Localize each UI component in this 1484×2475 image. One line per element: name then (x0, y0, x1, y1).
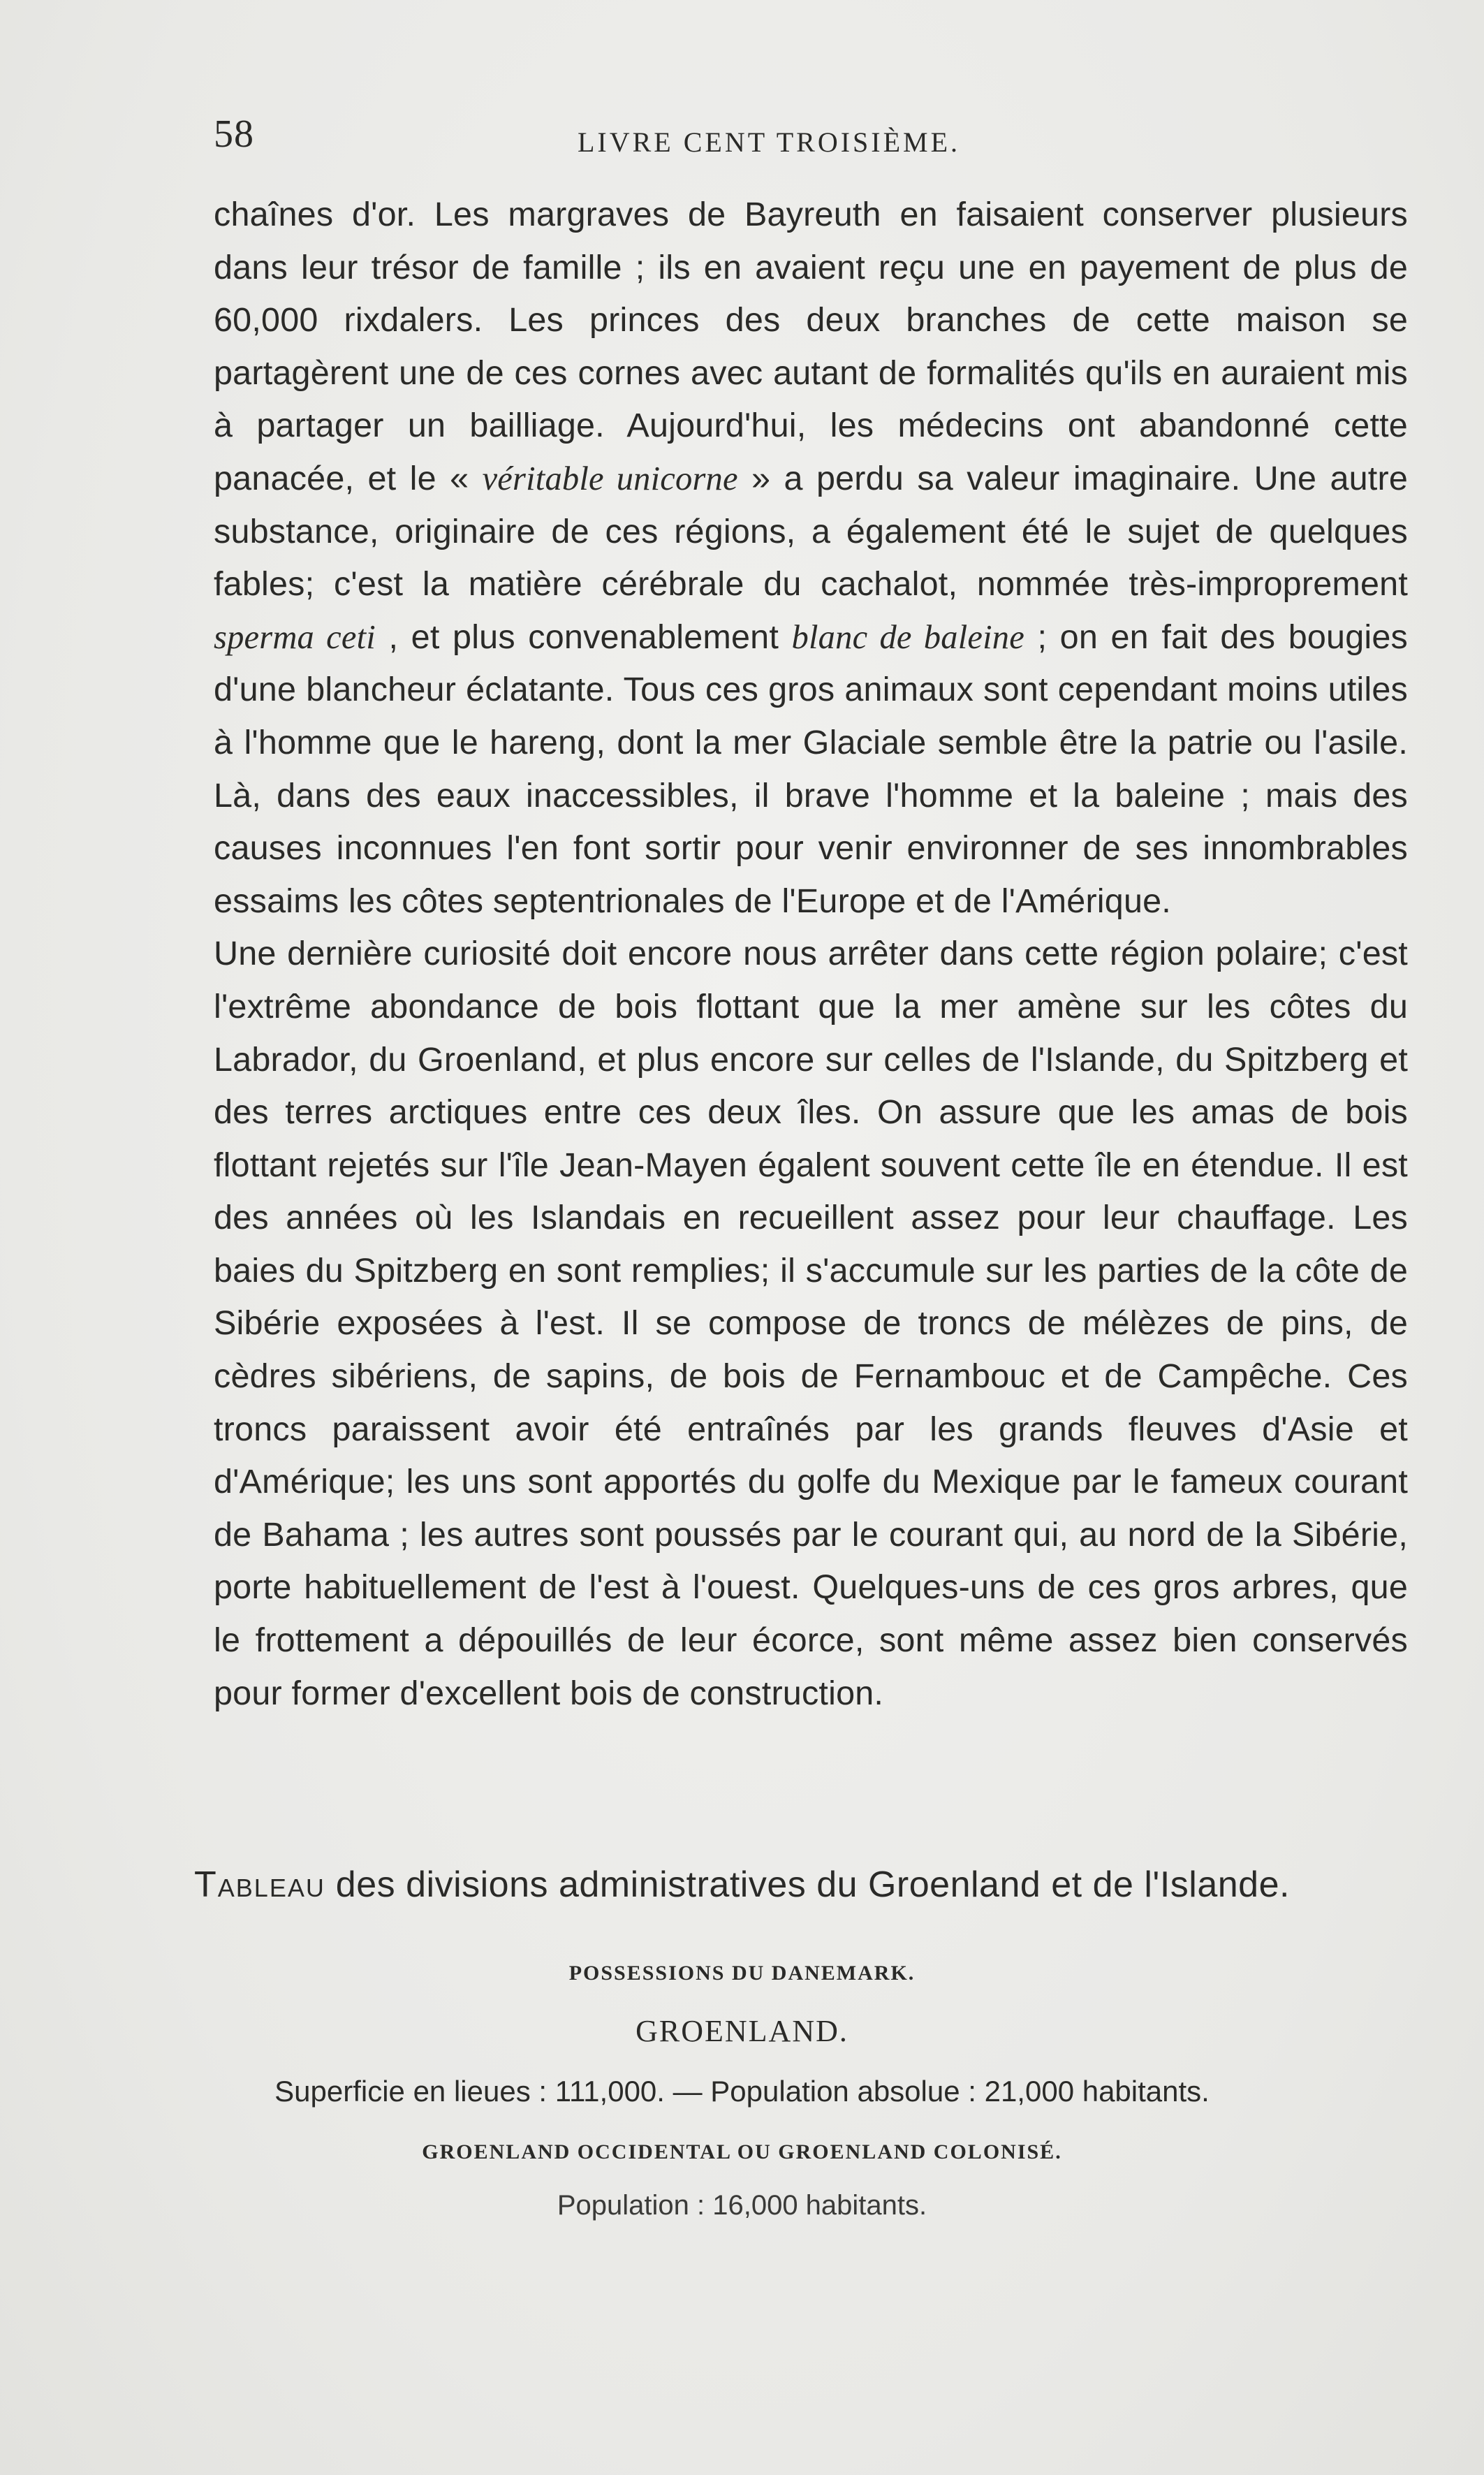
page-number: 58 (214, 112, 254, 156)
table-title-lead: Tableau (194, 1864, 325, 1905)
body-text (214, 189, 1408, 1720)
page-header (214, 112, 1324, 161)
table-title (0, 1864, 1484, 1906)
italic-term: sperma ceti (214, 618, 376, 656)
italic-term: véritable unicorne (482, 460, 738, 497)
paragraph-1 (214, 189, 1408, 928)
italic-term: blanc de baleine (791, 618, 1024, 656)
text-segment: Une dernière curiosité doit encore nous arrêter dans cette région polaire; c'est l'extrême abondance de bois flottant que la mer amène sur les côtes du Labrador, du Groenland, et plus encore sur celles de l'Islande, du Spitzberg et des terres arctiques entre ces deux îles. On assure que les amas de bois flottant rejetés sur l'île Jean-Mayen égalent souvent cette île en étendue. Il est des années où les Islandais en recueillent assez pour leur chauffage. Les baies du Spitzberg en sont remplies; il s'accumule sur les parties de la côte de Sibérie exposées à l'est. Il se compose de troncs de mélèzes de pins, de cèdres sibériens, de sapins, de bois de Fernambouc et de Campêche. Ces troncs paraissent avoir été entraînés par les grands fleuves d'Asie et d'Amérique; les uns sont apportés du golfe du Mexique par le fameux courant de Bahama ; les autres sont poussés par le courant qui, au nord de la Sibérie, porte habituellement de l'est à l'ouest. Quelques-uns de ces gros arbres, que le frottement a dépouillés de leur écorce, sont même assez bien conservés pour former d'excellent bois de construction. (214, 935, 1408, 1712)
possessions-heading: POSSESSIONS DU DANEMARK. (568, 1962, 916, 1985)
text-segment: ; on en fait des bougies d'une blancheur éclatante. Tous ces gros animaux sont cependant moins utiles à l'homme que le hareng, dont la mer Glaciale semble être la patrie ou l'asile. Là, dans des eaux inaccessibles, il brave l'homme et la baleine ; mais des causes inconnues l'en font sortir pour venir environner de ses innombrables essaims les côtes septentrionales de l'Europe et de l'Amérique. (214, 618, 1408, 920)
text-segment: » a perdu sa valeur imaginaire. Une autre substance, originaire de ces régions, a également été le sujet de quelques fables; c'est la matière cérébrale du cachalot, nommée très-improprement (214, 459, 1408, 604)
text-segment: chaînes d'or. Les margraves de Bayreuth en faisaient conserver plusieurs dans leur trésor de famille ; ils en avaient reçu une en payement de plus de 60,000 rixdalers. Les princes des deux branches de cette maison se partagèrent une de ces cornes avec autant de formalités qu'ils en auraient mis à partager un bailliage. Aujourd'hui, les médecins ont abandonné cette panacée, et le « (214, 196, 1408, 497)
text-segment: , et plus convenablement (375, 618, 792, 656)
subregion-heading: GROENLAND OCCIDENTAL OU GROENLAND COLONISÉ. (422, 2140, 1062, 2163)
country-statistics: Superficie en lieues : 111,000. — Population absolue : 21,000 habitants. (274, 2075, 1210, 2108)
subregion-population: Population : 16,000 habitants. (557, 2190, 927, 2221)
country-heading: GROENLAND. (636, 2014, 848, 2048)
running-title: LIVRE CENT TROISIÈME. (577, 126, 961, 158)
table-title-rest: des divisions administratives du Groenland et de l'Islande. (325, 1864, 1290, 1905)
paragraph-2 (214, 928, 1408, 1720)
